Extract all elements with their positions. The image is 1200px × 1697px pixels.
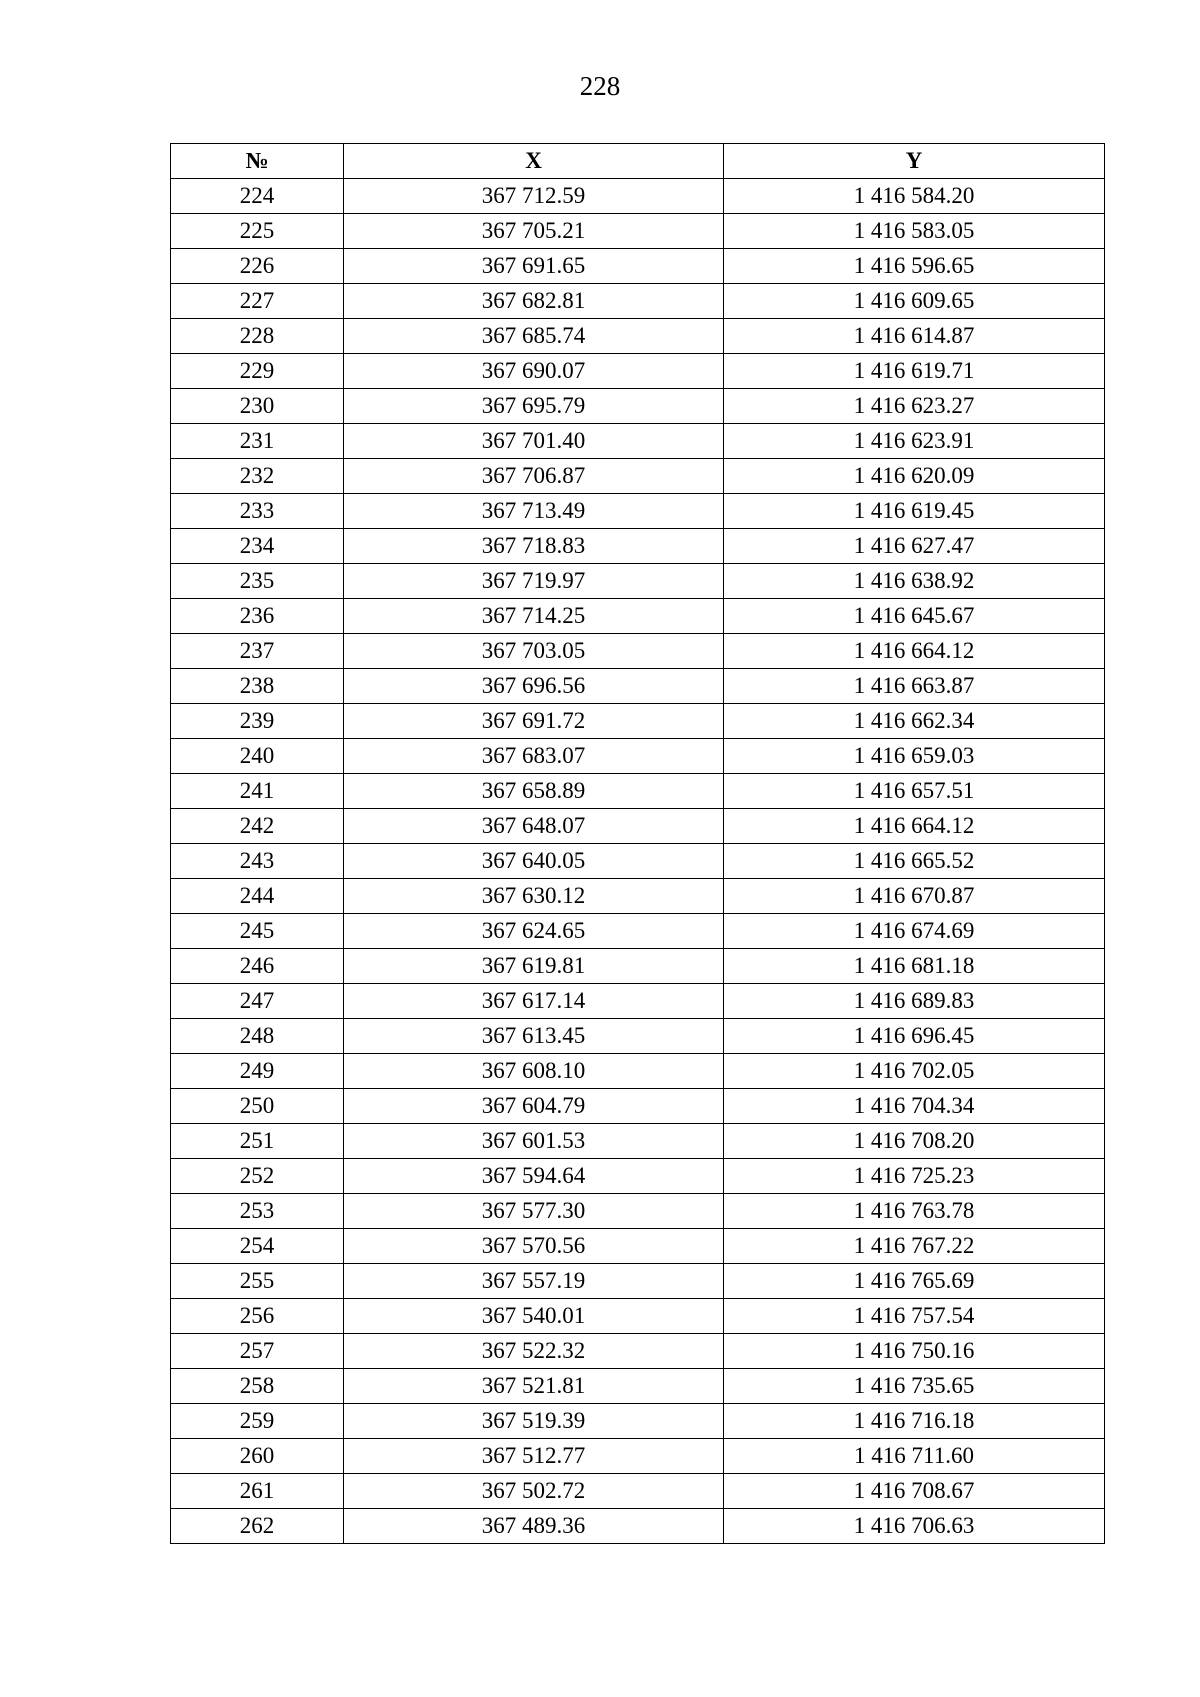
cell-x: 367 690.07 (344, 354, 724, 389)
table-row (171, 284, 1105, 319)
cell-x: 367 604.79 (344, 1089, 724, 1124)
table-row (171, 949, 1105, 984)
cell-number: 228 (171, 319, 344, 354)
table-row (171, 1439, 1105, 1474)
cell-x: 367 557.19 (344, 1264, 724, 1299)
cell-x: 367 683.07 (344, 739, 724, 774)
cell-y: 1 416 696.45 (724, 1019, 1105, 1054)
cell-number: 250 (171, 1089, 344, 1124)
cell-x: 367 521.81 (344, 1369, 724, 1404)
header-y: Y (724, 144, 1105, 179)
cell-number: 246 (171, 949, 344, 984)
cell-x: 367 519.39 (344, 1404, 724, 1439)
cell-y: 1 416 704.34 (724, 1089, 1105, 1124)
cell-y: 1 416 623.91 (724, 424, 1105, 459)
cell-y: 1 416 735.65 (724, 1369, 1105, 1404)
cell-y: 1 416 757.54 (724, 1299, 1105, 1334)
cell-x: 367 577.30 (344, 1194, 724, 1229)
cell-y: 1 416 584.20 (724, 179, 1105, 214)
cell-x: 367 703.05 (344, 634, 724, 669)
table-row (171, 249, 1105, 284)
table-row (171, 1054, 1105, 1089)
cell-x: 367 658.89 (344, 774, 724, 809)
table-row (171, 1159, 1105, 1194)
cell-number: 252 (171, 1159, 344, 1194)
table-row (171, 1194, 1105, 1229)
cell-number: 256 (171, 1299, 344, 1334)
header-number: № (171, 144, 344, 179)
cell-number: 255 (171, 1264, 344, 1299)
table-row (171, 739, 1105, 774)
cell-number: 234 (171, 529, 344, 564)
cell-y: 1 416 623.27 (724, 389, 1105, 424)
cell-y: 1 416 619.71 (724, 354, 1105, 389)
cell-x: 367 640.05 (344, 844, 724, 879)
cell-number: 239 (171, 704, 344, 739)
table-row (171, 1404, 1105, 1439)
table-row (171, 319, 1105, 354)
cell-number: 237 (171, 634, 344, 669)
cell-number: 258 (171, 1369, 344, 1404)
cell-y: 1 416 619.45 (724, 494, 1105, 529)
table-row (171, 389, 1105, 424)
cell-y: 1 416 609.65 (724, 284, 1105, 319)
cell-number: 253 (171, 1194, 344, 1229)
cell-y: 1 416 763.78 (724, 1194, 1105, 1229)
table-header (171, 144, 1105, 179)
cell-x: 367 718.83 (344, 529, 724, 564)
cell-x: 367 705.21 (344, 214, 724, 249)
cell-number: 224 (171, 179, 344, 214)
cell-x: 367 691.72 (344, 704, 724, 739)
cell-x: 367 489.36 (344, 1509, 724, 1544)
cell-number: 243 (171, 844, 344, 879)
table-body (171, 179, 1105, 1544)
cell-number: 231 (171, 424, 344, 459)
cell-number: 249 (171, 1054, 344, 1089)
cell-x: 367 691.65 (344, 249, 724, 284)
cell-number: 262 (171, 1509, 344, 1544)
table-row (171, 424, 1105, 459)
coordinates-table (170, 143, 1105, 1544)
cell-number: 227 (171, 284, 344, 319)
cell-y: 1 416 689.83 (724, 984, 1105, 1019)
cell-x: 367 695.79 (344, 389, 724, 424)
cell-x: 367 502.72 (344, 1474, 724, 1509)
cell-y: 1 416 767.22 (724, 1229, 1105, 1264)
header-row (171, 144, 1105, 179)
cell-y: 1 416 620.09 (724, 459, 1105, 494)
cell-y: 1 416 716.18 (724, 1404, 1105, 1439)
cell-y: 1 416 702.05 (724, 1054, 1105, 1089)
cell-x: 367 522.32 (344, 1334, 724, 1369)
cell-y: 1 416 596.65 (724, 249, 1105, 284)
table-row (171, 1299, 1105, 1334)
cell-number: 242 (171, 809, 344, 844)
cell-number: 238 (171, 669, 344, 704)
cell-x: 367 570.56 (344, 1229, 724, 1264)
cell-number: 245 (171, 914, 344, 949)
table-row (171, 1124, 1105, 1159)
cell-y: 1 416 664.12 (724, 634, 1105, 669)
cell-number: 241 (171, 774, 344, 809)
cell-x: 367 696.56 (344, 669, 724, 704)
cell-number: 236 (171, 599, 344, 634)
cell-number: 260 (171, 1439, 344, 1474)
table-row (171, 1019, 1105, 1054)
table-row (171, 914, 1105, 949)
cell-y: 1 416 614.87 (724, 319, 1105, 354)
table-row (171, 1229, 1105, 1264)
table-row (171, 1264, 1105, 1299)
cell-y: 1 416 706.63 (724, 1509, 1105, 1544)
cell-number: 259 (171, 1404, 344, 1439)
cell-x: 367 630.12 (344, 879, 724, 914)
table-row (171, 809, 1105, 844)
table-row (171, 354, 1105, 389)
cell-number: 257 (171, 1334, 344, 1369)
cell-number: 230 (171, 389, 344, 424)
cell-y: 1 416 627.47 (724, 529, 1105, 564)
cell-x: 367 701.40 (344, 424, 724, 459)
cell-number: 261 (171, 1474, 344, 1509)
table-row (171, 1474, 1105, 1509)
cell-x: 367 714.25 (344, 599, 724, 634)
cell-number: 232 (171, 459, 344, 494)
table-row (171, 494, 1105, 529)
cell-number: 229 (171, 354, 344, 389)
table-row (171, 879, 1105, 914)
cell-number: 254 (171, 1229, 344, 1264)
cell-y: 1 416 708.67 (724, 1474, 1105, 1509)
table-row (171, 984, 1105, 1019)
table-row (171, 459, 1105, 494)
cell-y: 1 416 659.03 (724, 739, 1105, 774)
table-row (171, 1089, 1105, 1124)
table-row (171, 634, 1105, 669)
cell-y: 1 416 657.51 (724, 774, 1105, 809)
cell-x: 367 608.10 (344, 1054, 724, 1089)
cell-y: 1 416 663.87 (724, 669, 1105, 704)
cell-x: 367 617.14 (344, 984, 724, 1019)
cell-x: 367 712.59 (344, 179, 724, 214)
cell-y: 1 416 708.20 (724, 1124, 1105, 1159)
cell-y: 1 416 583.05 (724, 214, 1105, 249)
cell-number: 248 (171, 1019, 344, 1054)
table-row (171, 564, 1105, 599)
cell-number: 235 (171, 564, 344, 599)
table-row (171, 844, 1105, 879)
table-row (171, 214, 1105, 249)
cell-number: 226 (171, 249, 344, 284)
cell-x: 367 713.49 (344, 494, 724, 529)
table-row (171, 1369, 1105, 1404)
cell-y: 1 416 670.87 (724, 879, 1105, 914)
cell-x: 367 512.77 (344, 1439, 724, 1474)
cell-x: 367 706.87 (344, 459, 724, 494)
cell-x: 367 682.81 (344, 284, 724, 319)
table-row (171, 599, 1105, 634)
table-row (171, 669, 1105, 704)
cell-x: 367 685.74 (344, 319, 724, 354)
cell-number: 251 (171, 1124, 344, 1159)
cell-x: 367 619.81 (344, 949, 724, 984)
cell-number: 247 (171, 984, 344, 1019)
cell-number: 244 (171, 879, 344, 914)
cell-x: 367 540.01 (344, 1299, 724, 1334)
page-number: 228 (579, 71, 621, 101)
table-row (171, 179, 1105, 214)
cell-y: 1 416 665.52 (724, 844, 1105, 879)
cell-y: 1 416 664.12 (724, 809, 1105, 844)
cell-x: 367 648.07 (344, 809, 724, 844)
cell-y: 1 416 765.69 (724, 1264, 1105, 1299)
cell-y: 1 416 674.69 (724, 914, 1105, 949)
cell-x: 367 594.64 (344, 1159, 724, 1194)
cell-x: 367 719.97 (344, 564, 724, 599)
cell-y: 1 416 711.60 (724, 1439, 1105, 1474)
cell-y: 1 416 681.18 (724, 949, 1105, 984)
table-row (171, 529, 1105, 564)
table-row (171, 1334, 1105, 1369)
cell-number: 240 (171, 739, 344, 774)
cell-number: 225 (171, 214, 344, 249)
cell-y: 1 416 725.23 (724, 1159, 1105, 1194)
cell-y: 1 416 645.67 (724, 599, 1105, 634)
cell-y: 1 416 638.92 (724, 564, 1105, 599)
cell-y: 1 416 750.16 (724, 1334, 1105, 1369)
table-row (171, 1509, 1105, 1544)
table-row (171, 774, 1105, 809)
cell-x: 367 613.45 (344, 1019, 724, 1054)
header-x: X (344, 144, 724, 179)
cell-number: 233 (171, 494, 344, 529)
cell-x: 367 624.65 (344, 914, 724, 949)
table-row (171, 704, 1105, 739)
cell-y: 1 416 662.34 (724, 704, 1105, 739)
cell-x: 367 601.53 (344, 1124, 724, 1159)
